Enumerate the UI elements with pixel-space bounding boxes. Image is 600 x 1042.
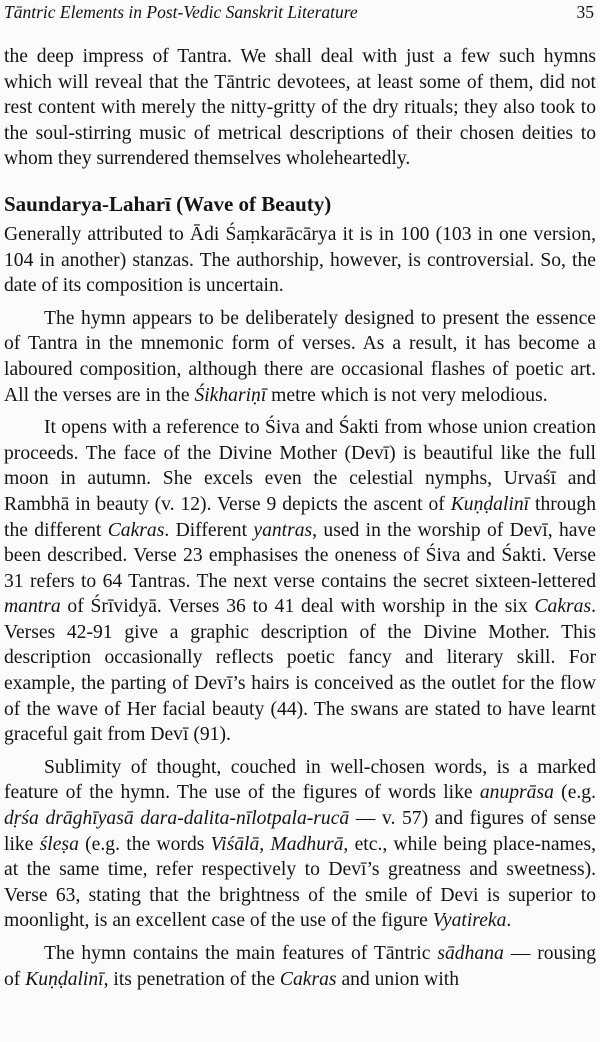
running-header	[4, 0, 596, 24]
running-title: Tāntric Elements in Post-Vedic Sanskrit Literature	[4, 2, 358, 22]
metre-name: Śikhariṇī	[194, 384, 267, 406]
paragraph-attribution: Generally attributed to Ādi Śaṃkarācārya it is in 100 (103 in one version, 104 in another) stanzas. The authorship, however, is controversial. So, the date of its composition is uncertain.	[4, 223, 596, 297]
paragraph-design: The hymn appears to be deliberately designed to present the essence of Tantra in the mnemonic form of verses. As a result, it has become a laboured composition, although there are occasional flashes of poetic art. All the verses are in the Śikhariṇī metre which is not very melodious.	[4, 307, 596, 406]
intro-paragraph: the deep impress of Tantra. We shall deal with just a few such hymns which will reveal that the Tāntric devotees, at least some of them, did not rest content with merely the nitty-gritty of the dry rituals; they also took to the soul-stirring music of metrical descriptions of their chosen deities to whom they surrendered themselves wholeheartedly.	[4, 46, 596, 170]
paragraph-contents: It opens with a reference to Śiva and Śakti from whose union creation proceeds. The face of the Divine Mother (Devī) is beautiful like the full moon in autumn. She excels even the celestial nymphs, Urvaśī and Rambhā in beauty (v. 12). Verse 9 depicts the ascent of Kuṇḍalinī through the different Cakras. Different yantras, used in the worship of Devī, have been described. Verse 23 emphasises the oneness of Śiva and Śakti. Verse 31 refers to 64 Tantras. The next verse contains the secret sixteen-lettered mantra of Śrīvidyā. Verses 36 to 41 deal with worship in the six Cakras. Verses 42-91 give a graphic description of the Divine Mother. This description occasionally reflects poetic fancy and literary skill. For example, the parting of Devī’s hairs is conceived as the outlet for the flow of the wave of Her facial beauty (44). The swans are stated to have learnt graceful gait from Devī (91).	[4, 417, 596, 746]
page-number: 35	[576, 2, 594, 22]
section-heading: Saundarya-Laharī (Wave of Beauty)	[4, 191, 332, 216]
paragraph-sadhana: The hymn contains the main features of Tāntric sādhana — rousing of Kuṇḍalinī, its penetration of the Cakras and union with	[4, 943, 596, 990]
paragraph-figures: Sublimity of thought, couched in well-chosen words, is a marked feature of the hymn. The use of the figures of words like anuprāsa (e.g. dṛśa drāghīyasā dara-dalita-nīlotpala-rucā — v. 57) and figures of sense like śleṣa (e.g. the words Viśālā, Madhurā, etc., while being place-names, at the same time, refer respectively to Devī’s greatness and sweetness). Verse 63, stating that the brightness of the smile of Devi is superior to moonlight, is an excellent case of the use of the figure Vyatireka.	[4, 756, 596, 932]
